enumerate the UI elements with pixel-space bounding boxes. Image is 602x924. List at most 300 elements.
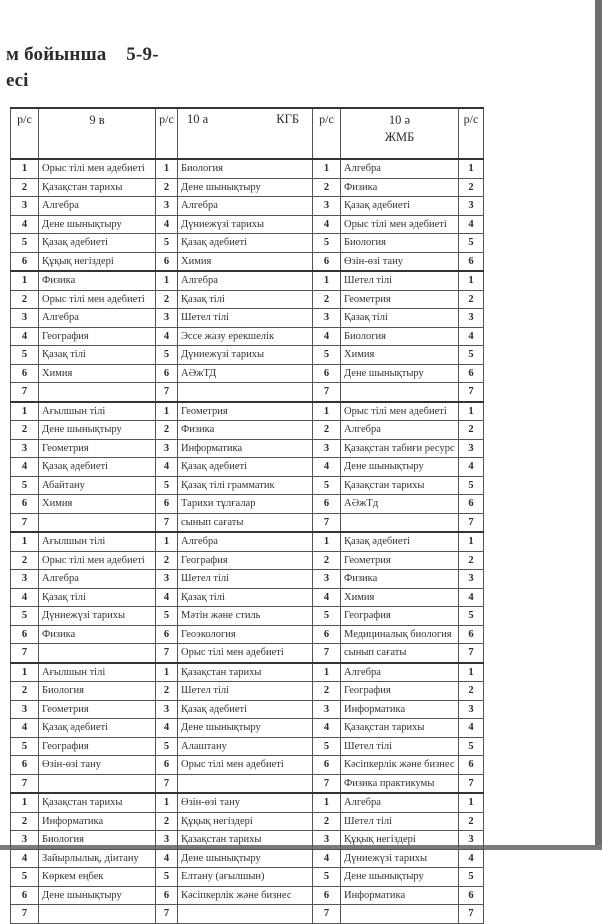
- lesson-number: 3: [313, 700, 341, 719]
- lesson-number: 3: [313, 570, 341, 589]
- subject-10a: Шетел тілі: [178, 682, 313, 701]
- subject-10e: Құқық негіздері: [341, 831, 459, 850]
- lesson-number: 5: [156, 737, 178, 756]
- table-row: [11, 551, 484, 570]
- subject-10e: Биология: [341, 327, 459, 346]
- table-row: [11, 719, 484, 738]
- lesson-number: 2: [313, 290, 341, 309]
- lesson-number: 2: [156, 178, 178, 197]
- subject-10e: Химия: [341, 588, 459, 607]
- lesson-number: 7: [313, 513, 341, 532]
- lesson-number: 5: [156, 234, 178, 253]
- lesson-number: 3: [459, 570, 484, 589]
- lesson-number: 1: [313, 159, 341, 178]
- lesson-number: 1: [459, 271, 484, 290]
- lesson-number: 1: [11, 532, 39, 551]
- lesson-number: 4: [156, 588, 178, 607]
- subject-10a: Алгебра: [178, 197, 313, 216]
- lesson-number: 1: [313, 271, 341, 290]
- table-row: [11, 886, 484, 905]
- lesson-number: 7: [156, 774, 178, 793]
- lesson-number: 6: [459, 364, 484, 383]
- subject-10e: Алгебра: [341, 663, 459, 682]
- lesson-number: 3: [459, 831, 484, 850]
- subject-10e: Шетел тілі: [341, 271, 459, 290]
- lesson-number: 6: [156, 252, 178, 271]
- lesson-number: 6: [156, 495, 178, 514]
- subject-10e: Қазақ әдебиеті: [341, 197, 459, 216]
- lesson-number: 3: [313, 439, 341, 458]
- lesson-number: 6: [11, 252, 39, 271]
- lesson-number: 1: [156, 532, 178, 551]
- num-header: р/с: [459, 108, 484, 159]
- table-row: [11, 495, 484, 514]
- lesson-number: 6: [459, 756, 484, 775]
- lesson-number: 3: [11, 439, 39, 458]
- subject-10e: Дүниежүзі тарихы: [341, 849, 459, 868]
- lesson-number: 6: [11, 495, 39, 514]
- lesson-number: 2: [459, 812, 484, 831]
- lesson-number: 5: [459, 346, 484, 365]
- table-row: [11, 663, 484, 682]
- table-row: [11, 290, 484, 309]
- subject-9v: Геометрия: [39, 700, 156, 719]
- lesson-number: 5: [459, 476, 484, 495]
- lesson-number: 1: [156, 663, 178, 682]
- subject-10a: Информатика: [178, 439, 313, 458]
- lesson-number: 2: [313, 812, 341, 831]
- lesson-number: 7: [313, 644, 341, 663]
- subject-10e: Қазақстан табиғи ресурс: [341, 439, 459, 458]
- lesson-number: 7: [459, 513, 484, 532]
- subject-10e: Медициналық биология: [341, 625, 459, 644]
- subject-10a: Алгебра: [178, 271, 313, 290]
- lesson-number: 1: [11, 402, 39, 421]
- lesson-number: 3: [11, 570, 39, 589]
- lesson-number: 5: [313, 234, 341, 253]
- lesson-number: 4: [459, 458, 484, 477]
- table-row: [11, 159, 484, 178]
- lesson-number: 3: [11, 309, 39, 328]
- subject-10e: Қазақ тілі: [341, 309, 459, 328]
- lesson-number: 4: [313, 215, 341, 234]
- table-row: [11, 421, 484, 440]
- lesson-number: 6: [313, 756, 341, 775]
- subject-10a: Биология: [178, 159, 313, 178]
- subject-10e: Геометрия: [341, 290, 459, 309]
- lesson-number: 2: [156, 682, 178, 701]
- lesson-number: 2: [156, 812, 178, 831]
- subject-9v: [39, 513, 156, 532]
- lesson-number: 4: [313, 327, 341, 346]
- lesson-number: 7: [313, 383, 341, 402]
- lesson-number: 4: [459, 849, 484, 868]
- lesson-number: 7: [156, 644, 178, 663]
- lesson-number: 2: [11, 551, 39, 570]
- lesson-number: 2: [459, 421, 484, 440]
- subject-9v: Физика: [39, 271, 156, 290]
- scan-border-right: [595, 0, 602, 850]
- subject-10e: Биология: [341, 234, 459, 253]
- table-row: [11, 309, 484, 328]
- lesson-number: 6: [459, 625, 484, 644]
- lesson-number: 5: [156, 476, 178, 495]
- subject-10e: [341, 905, 459, 924]
- subject-10a: Қазақ әдебиеті: [178, 458, 313, 477]
- lesson-number: 1: [11, 663, 39, 682]
- lesson-number: 7: [313, 905, 341, 924]
- lesson-number: 5: [156, 346, 178, 365]
- table-row: [11, 868, 484, 887]
- lesson-number: 1: [459, 793, 484, 812]
- subject-10e: Өзін-өзі тану: [341, 252, 459, 271]
- lesson-number: 6: [156, 625, 178, 644]
- class-10a-header: [178, 108, 313, 159]
- subject-9v: Орыс тілі мен әдебиеті: [39, 159, 156, 178]
- lesson-number: 4: [11, 588, 39, 607]
- subject-9v: Алгебра: [39, 570, 156, 589]
- lesson-number: 4: [11, 215, 39, 234]
- lesson-number: 7: [459, 644, 484, 663]
- lesson-number: 3: [459, 309, 484, 328]
- lesson-number: 2: [156, 290, 178, 309]
- lesson-number: 7: [313, 774, 341, 793]
- lesson-number: 3: [156, 700, 178, 719]
- lesson-number: 1: [11, 271, 39, 290]
- lesson-number: 6: [11, 886, 39, 905]
- subject-10e: Алгебра: [341, 793, 459, 812]
- subject-10e: Информатика: [341, 886, 459, 905]
- lesson-number: 5: [313, 868, 341, 887]
- num-header: р/с: [11, 108, 39, 159]
- lesson-number: 3: [459, 700, 484, 719]
- subject-9v: Дене шынықтыру: [39, 421, 156, 440]
- subject-9v: Химия: [39, 495, 156, 514]
- table-row: [11, 439, 484, 458]
- subject-10e: Физика практикумы: [341, 774, 459, 793]
- subject-10a: Құқық негіздері: [178, 812, 313, 831]
- lesson-number: 6: [11, 756, 39, 775]
- lesson-number: 6: [459, 886, 484, 905]
- table-row: [11, 570, 484, 589]
- subject-9v: Информатика: [39, 812, 156, 831]
- lesson-number: 7: [11, 513, 39, 532]
- lesson-number: 2: [313, 178, 341, 197]
- subject-10a: Өзін-өзі тану: [178, 793, 313, 812]
- lesson-number: 5: [11, 476, 39, 495]
- lesson-number: 4: [313, 458, 341, 477]
- lesson-number: 2: [156, 551, 178, 570]
- subject-10e: Химия: [341, 346, 459, 365]
- lesson-number: 2: [459, 682, 484, 701]
- lesson-number: 2: [11, 682, 39, 701]
- lesson-number: 7: [459, 774, 484, 793]
- subject-10e: АӘжТд: [341, 495, 459, 514]
- lesson-number: 1: [313, 793, 341, 812]
- subject-9v: Орыс тілі мен әдебиеті: [39, 290, 156, 309]
- table-row: [11, 178, 484, 197]
- subject-10a: Кәсіпкерлік және бизнес: [178, 886, 313, 905]
- subject-9v: Қазақ әдебиеті: [39, 234, 156, 253]
- lesson-number: 6: [459, 252, 484, 271]
- subject-9v: Дүниежүзі тарихы: [39, 607, 156, 626]
- subject-10a: Елтану (ағылшын): [178, 868, 313, 887]
- lesson-number: 5: [313, 737, 341, 756]
- subject-9v: [39, 383, 156, 402]
- subject-10a: Дене шынықтыру: [178, 719, 313, 738]
- table-row: [11, 700, 484, 719]
- lesson-number: 6: [11, 625, 39, 644]
- subject-9v: Геометрия: [39, 439, 156, 458]
- subject-10e: Қазақстан тарихы: [341, 719, 459, 738]
- subject-9v: [39, 905, 156, 924]
- lesson-number: 1: [156, 159, 178, 178]
- subject-9v: Ағылшын тілі: [39, 663, 156, 682]
- lesson-number: 2: [11, 290, 39, 309]
- subject-9v: Физика: [39, 625, 156, 644]
- subject-10a: Дүниежүзі тарихы: [178, 215, 313, 234]
- subject-10e: Орыс тілі мен әдебиеті: [341, 402, 459, 421]
- table-row: [11, 476, 484, 495]
- table-row: [11, 327, 484, 346]
- subject-9v: Қазақстан тарихы: [39, 793, 156, 812]
- lesson-number: 4: [11, 719, 39, 738]
- lesson-number: 7: [156, 513, 178, 532]
- subject-9v: Қазақстан тарихы: [39, 178, 156, 197]
- subject-10e: Кәсіпкерлік және бизнес: [341, 756, 459, 775]
- lesson-number: 2: [459, 178, 484, 197]
- lesson-number: 4: [459, 719, 484, 738]
- subject-10a: Химия: [178, 252, 313, 271]
- lesson-number: 5: [313, 476, 341, 495]
- lesson-number: 6: [313, 364, 341, 383]
- subject-9v: Алгебра: [39, 197, 156, 216]
- class-9v-label: 9 в: [89, 113, 105, 127]
- lesson-number: 4: [11, 458, 39, 477]
- lesson-number: 4: [156, 849, 178, 868]
- table-row: [11, 458, 484, 477]
- lesson-number: 7: [11, 644, 39, 663]
- lesson-number: 3: [156, 309, 178, 328]
- subject-9v: Зайырлылық, дінтану: [39, 849, 156, 868]
- lesson-number: 6: [313, 625, 341, 644]
- subject-9v: Ағылшын тілі: [39, 532, 156, 551]
- subject-10e: Дене шынықтыру: [341, 868, 459, 887]
- lesson-number: 2: [459, 290, 484, 309]
- lesson-number: 1: [313, 402, 341, 421]
- table-row: [11, 588, 484, 607]
- subject-10a: Қазақ әдебиеті: [178, 700, 313, 719]
- subject-10a: Эссе жазу ерекшелік: [178, 327, 313, 346]
- lesson-number: 2: [313, 421, 341, 440]
- lesson-number: 1: [459, 159, 484, 178]
- lesson-number: 3: [11, 197, 39, 216]
- subject-9v: Дене шынықтыру: [39, 215, 156, 234]
- class-10a-profile: КГБ: [276, 112, 299, 126]
- lesson-number: 2: [313, 682, 341, 701]
- subject-9v: Қазақ тілі: [39, 346, 156, 365]
- table-row: [11, 402, 484, 421]
- table-row: [11, 364, 484, 383]
- subject-10a: сынып сағаты: [178, 513, 313, 532]
- lesson-number: 7: [459, 383, 484, 402]
- subject-10e: сынып сағаты: [341, 644, 459, 663]
- lesson-number: 6: [11, 364, 39, 383]
- lesson-number: 7: [11, 774, 39, 793]
- table-row: [11, 513, 484, 532]
- lesson-number: 1: [459, 532, 484, 551]
- subject-9v: Биология: [39, 831, 156, 850]
- lesson-number: 3: [313, 197, 341, 216]
- lesson-number: 1: [11, 793, 39, 812]
- lesson-number: 5: [11, 234, 39, 253]
- table-row: [11, 737, 484, 756]
- table-row: [11, 774, 484, 793]
- subject-10e: Шетел тілі: [341, 737, 459, 756]
- subject-10e: Дене шынықтыру: [341, 364, 459, 383]
- class-10e-profile: ЖМБ: [384, 130, 415, 144]
- subject-10e: Қазақстан тарихы: [341, 476, 459, 495]
- subject-10e: География: [341, 682, 459, 701]
- subject-9v: Қазақ әдебиеті: [39, 458, 156, 477]
- lesson-number: 4: [313, 719, 341, 738]
- subject-10e: География: [341, 607, 459, 626]
- lesson-number: 4: [11, 849, 39, 868]
- lesson-number: 1: [313, 663, 341, 682]
- lesson-number: 3: [459, 439, 484, 458]
- subject-9v: Көркем еңбек: [39, 868, 156, 887]
- lesson-number: 7: [11, 383, 39, 402]
- header-row: [11, 108, 484, 159]
- subject-10a: Қазақ әдебиеті: [178, 234, 313, 253]
- lesson-number: 7: [11, 905, 39, 924]
- subject-10a: Қазақ тілі грамматик: [178, 476, 313, 495]
- table-row: [11, 793, 484, 812]
- document-subtitle-fragment: есі: [6, 70, 29, 91]
- lesson-number: 1: [156, 271, 178, 290]
- subject-10a: Қазақстан тарихы: [178, 831, 313, 850]
- table-row: [11, 812, 484, 831]
- lesson-number: 5: [11, 607, 39, 626]
- lesson-number: 2: [11, 421, 39, 440]
- class-9v-header: [39, 108, 156, 159]
- subject-10a: Қазақ тілі: [178, 290, 313, 309]
- subject-10a: Орыс тілі мен әдебиеті: [178, 756, 313, 775]
- table-row: [11, 756, 484, 775]
- lesson-number: 5: [313, 607, 341, 626]
- lesson-number: 4: [459, 215, 484, 234]
- lesson-number: 3: [11, 700, 39, 719]
- subject-10e: Геометрия: [341, 551, 459, 570]
- subject-10a: География: [178, 551, 313, 570]
- lesson-number: 1: [156, 793, 178, 812]
- table-row: [11, 682, 484, 701]
- table-row: [11, 607, 484, 626]
- num-header: р/с: [313, 108, 341, 159]
- subject-10a: Геоэкология: [178, 625, 313, 644]
- lesson-number: 6: [313, 886, 341, 905]
- lesson-number: 5: [459, 607, 484, 626]
- table-row: [11, 831, 484, 850]
- subject-10e: Информатика: [341, 700, 459, 719]
- lesson-number: 7: [459, 905, 484, 924]
- subject-10e: Алгебра: [341, 421, 459, 440]
- lesson-number: 5: [459, 868, 484, 887]
- lesson-number: 2: [156, 421, 178, 440]
- subject-9v: Алгебра: [39, 309, 156, 328]
- subject-10e: Қазақ әдебиеті: [341, 532, 459, 551]
- subject-10a: [178, 774, 313, 793]
- table-row: [11, 271, 484, 290]
- lesson-number: 3: [156, 570, 178, 589]
- table-row: [11, 383, 484, 402]
- subject-9v: Ағылшын тілі: [39, 402, 156, 421]
- subject-10a: Дене шынықтыру: [178, 849, 313, 868]
- subject-10a: [178, 905, 313, 924]
- subject-9v: Қазақ тілі: [39, 588, 156, 607]
- subject-10a: Шетел тілі: [178, 570, 313, 589]
- subject-10e: Физика: [341, 570, 459, 589]
- lesson-number: 4: [156, 458, 178, 477]
- lesson-number: 2: [313, 551, 341, 570]
- lesson-number: 1: [313, 532, 341, 551]
- lesson-number: 5: [156, 607, 178, 626]
- subject-10a: Дүниежүзі тарихы: [178, 346, 313, 365]
- table-row: [11, 197, 484, 216]
- subject-10e: Шетел тілі: [341, 812, 459, 831]
- subject-10a: Дене шынықтыру: [178, 178, 313, 197]
- lesson-number: 5: [11, 737, 39, 756]
- class-10a-label: 10 а: [187, 112, 209, 126]
- subject-10a: АӘжТД: [178, 364, 313, 383]
- subject-10e: [341, 513, 459, 532]
- subject-10e: Физика: [341, 178, 459, 197]
- table-row: [11, 625, 484, 644]
- subject-10a: Орыс тілі мен әдебиеті: [178, 644, 313, 663]
- table-row: [11, 252, 484, 271]
- subject-10a: [178, 383, 313, 402]
- lesson-number: 1: [11, 159, 39, 178]
- subject-10a: Мәтін және стиль: [178, 607, 313, 626]
- num-header: р/с: [156, 108, 178, 159]
- lesson-number: 1: [459, 663, 484, 682]
- subject-9v: География: [39, 327, 156, 346]
- lesson-number: 2: [459, 551, 484, 570]
- schedule-table: [10, 107, 484, 924]
- lesson-number: 3: [11, 831, 39, 850]
- table-row: [11, 346, 484, 365]
- table-row: [11, 849, 484, 868]
- subject-10e: Дене шынықтыру: [341, 458, 459, 477]
- subject-10a: Тарихи тұлғалар: [178, 495, 313, 514]
- lesson-number: 4: [156, 719, 178, 738]
- lesson-number: 6: [156, 886, 178, 905]
- subject-9v: География: [39, 737, 156, 756]
- subject-10e: Алгебра: [341, 159, 459, 178]
- subject-10a: Қазақстан тарихы: [178, 663, 313, 682]
- lesson-number: 5: [459, 234, 484, 253]
- lesson-number: 4: [11, 327, 39, 346]
- lesson-number: 3: [156, 831, 178, 850]
- table-row: [11, 234, 484, 253]
- subject-9v: [39, 644, 156, 663]
- lesson-number: 2: [11, 178, 39, 197]
- lesson-number: 5: [459, 737, 484, 756]
- lesson-number: 3: [156, 439, 178, 458]
- subject-9v: Құқық негіздері: [39, 252, 156, 271]
- lesson-number: 4: [459, 327, 484, 346]
- subject-10a: Қазақ тілі: [178, 588, 313, 607]
